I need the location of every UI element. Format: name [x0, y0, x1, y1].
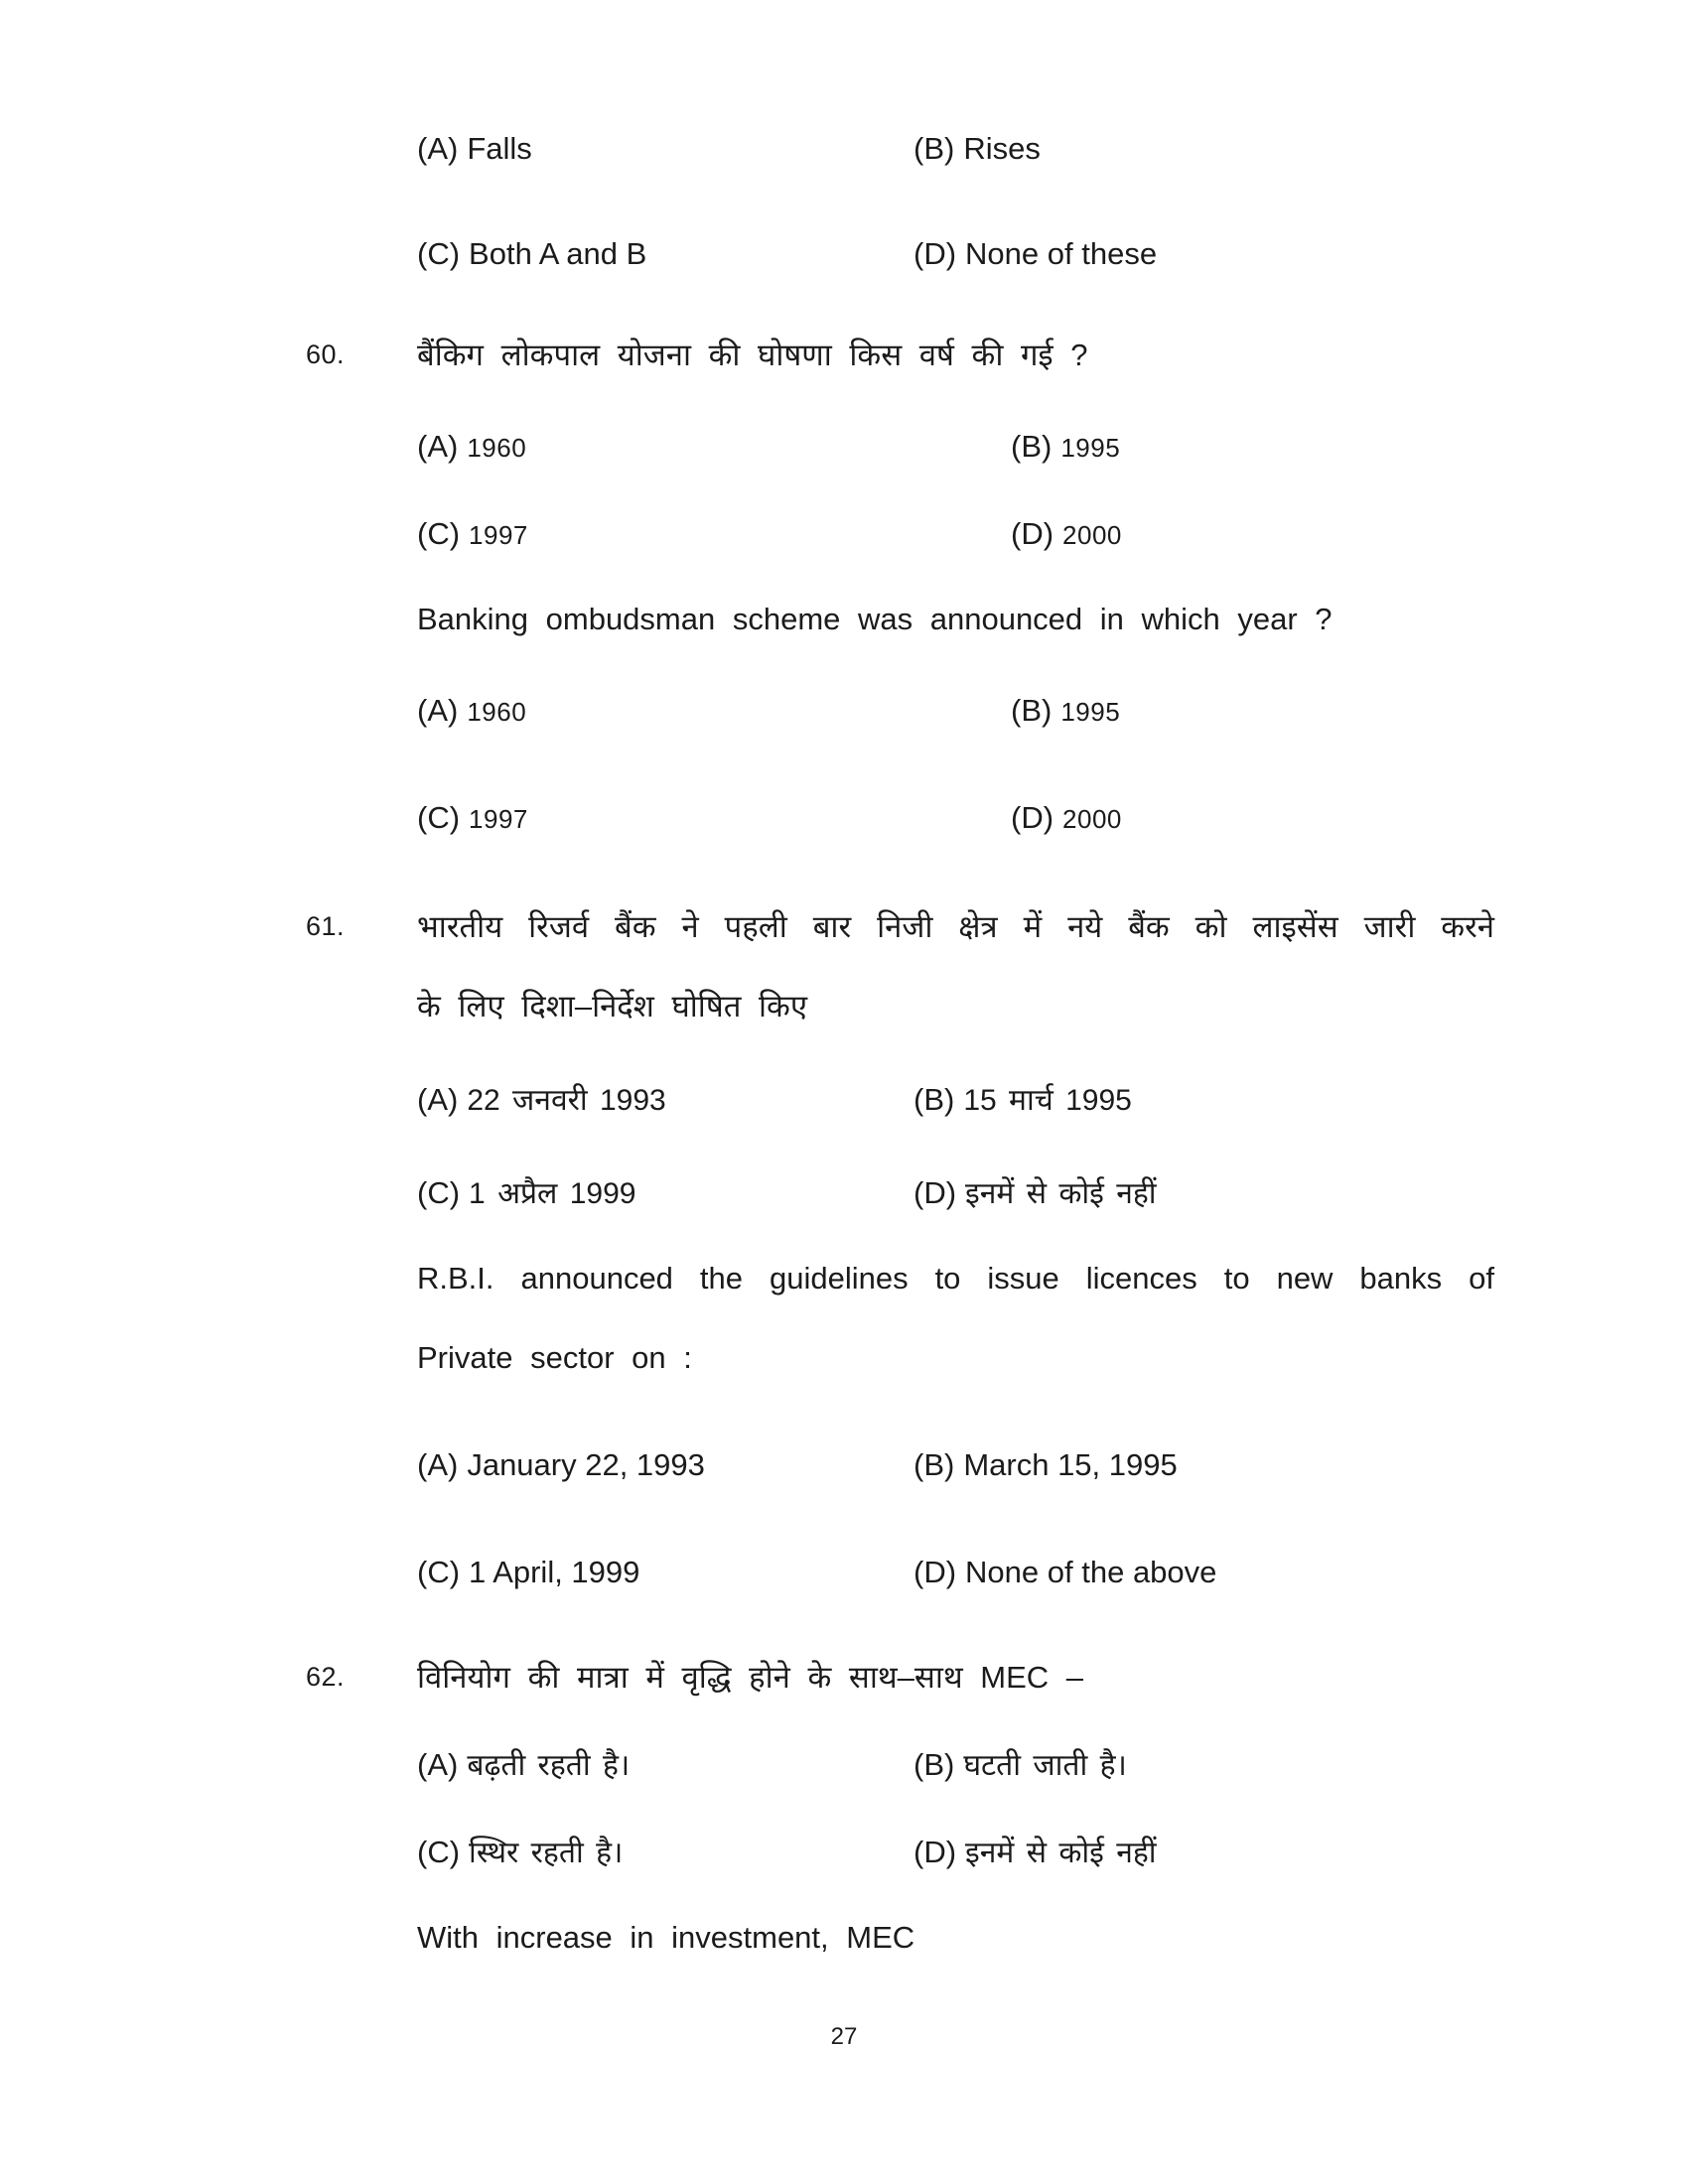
question-61-hindi-line2: के लिए दिशा–निर्देश घोषित किए: [417, 989, 808, 1024]
option-label: (C): [417, 1175, 461, 1210]
prev-option-c: [417, 236, 646, 272]
q62-hindi-option-c: [417, 1831, 623, 1871]
q60-hindi-option-d: [1011, 516, 1122, 552]
option-text: Falls: [467, 131, 532, 166]
q60-hindi-option-a: [417, 429, 526, 465]
option-label: (B): [914, 1747, 955, 1782]
option-label: (A): [417, 1082, 459, 1117]
option-text: घटती जाती है।: [963, 1749, 1127, 1782]
option-text: स्थिर रहती है।: [469, 1837, 624, 1869]
prev-option-d: [914, 236, 1157, 272]
option-label: (C): [417, 516, 461, 551]
option-text: 2000: [1062, 804, 1122, 834]
question-61-english-line2: Private sector on :: [417, 1340, 692, 1375]
option-label: (A): [417, 429, 459, 464]
option-text: 1960: [467, 697, 527, 727]
option-label: (B): [914, 1447, 955, 1482]
option-label: (B): [1011, 429, 1053, 464]
q60-english-option-c: [417, 800, 528, 836]
option-label: (A): [417, 1447, 459, 1482]
q62-hindi-option-b: [914, 1743, 1127, 1784]
option-text: बढ़ती रहती है।: [467, 1749, 631, 1782]
option-label: (C): [417, 236, 461, 271]
option-text: 15 मार्च 1995: [963, 1084, 1132, 1117]
question-61-english-line1: R.B.I. announced the guidelines to issue licences to new banks of: [417, 1261, 1494, 1296]
question-61-hindi-line1: भारतीय रिजर्व बैंक ने पहली बार निजी क्षेत्र में नये बैंक को लाइसेंस जारी करने: [417, 909, 1494, 944]
q60-hindi-option-c: [417, 516, 528, 552]
question-60-english-text: Banking ombudsman scheme was announced in which year ?: [417, 602, 1333, 636]
q61-english-option-c: [417, 1555, 639, 1590]
option-label: (D): [914, 236, 957, 271]
q61-hindi-option-d: [914, 1171, 1157, 1212]
option-text: Both A and B: [469, 236, 647, 271]
option-text: 1995: [1060, 697, 1121, 727]
option-text: 1997: [469, 520, 528, 550]
option-label: (C): [417, 1835, 461, 1869]
option-label: (A): [417, 693, 459, 728]
option-text: 2000: [1062, 520, 1122, 550]
option-text: March 15, 1995: [963, 1447, 1178, 1482]
question-62-hindi-text: विनियोग की मात्रा में वृद्धि होने के साथ–साथ MEC –: [417, 1660, 1084, 1695]
question-62-number: 62.: [306, 1662, 346, 1692]
q60-english-option-d: [1011, 800, 1122, 836]
option-text: इनमें से कोई नहीं: [965, 1837, 1157, 1869]
option-text: None of these: [965, 236, 1158, 271]
question-60-hindi-text: बैंकिग लोकपाल योजना की घोषणा किस वर्ष की गई ?: [417, 338, 1088, 372]
option-label: (B): [1011, 693, 1053, 728]
q61-english-option-d: [914, 1555, 1216, 1590]
question-61-number: 61.: [306, 911, 346, 941]
option-text: None of the above: [965, 1555, 1217, 1589]
q61-hindi-option-a: [417, 1078, 666, 1119]
option-text: 22 जनवरी 1993: [467, 1084, 666, 1117]
prev-option-a: [417, 131, 532, 167]
option-text: 1960: [467, 433, 527, 463]
option-label: (B): [914, 1082, 955, 1117]
option-text: 1997: [469, 804, 528, 834]
option-text: 1 अप्रैल 1999: [469, 1177, 636, 1210]
option-text: Rises: [963, 131, 1041, 166]
q60-hindi-option-b: [1011, 429, 1120, 465]
q62-hindi-option-a: [417, 1743, 630, 1784]
q61-hindi-option-b: [914, 1078, 1132, 1119]
option-text: 1995: [1060, 433, 1121, 463]
option-label: (D): [1011, 516, 1055, 551]
option-label: (C): [417, 800, 461, 835]
option-text: 1 April, 1999: [469, 1555, 640, 1589]
q60-english-option-b: [1011, 693, 1120, 729]
option-label: (D): [1011, 800, 1055, 835]
q61-english-option-a: [417, 1447, 705, 1483]
option-text: इनमें से कोई नहीं: [965, 1177, 1157, 1210]
option-label: (A): [417, 1747, 459, 1782]
option-text: January 22, 1993: [467, 1447, 705, 1482]
q62-hindi-option-d: [914, 1831, 1157, 1871]
question-62-english-text: With increase in investment, MEC: [417, 1920, 915, 1955]
question-60-number: 60.: [306, 340, 346, 369]
option-label: (D): [914, 1175, 957, 1210]
option-label: (D): [914, 1835, 957, 1869]
option-label: (B): [914, 131, 955, 166]
option-label: (C): [417, 1555, 461, 1589]
option-label: (A): [417, 131, 459, 166]
page-number: 27: [830, 2023, 858, 2050]
option-label: (D): [914, 1555, 957, 1589]
prev-option-b: [914, 131, 1041, 167]
q61-english-option-b: [914, 1447, 1178, 1483]
q60-english-option-a: [417, 693, 526, 729]
q61-hindi-option-c: [417, 1171, 635, 1212]
